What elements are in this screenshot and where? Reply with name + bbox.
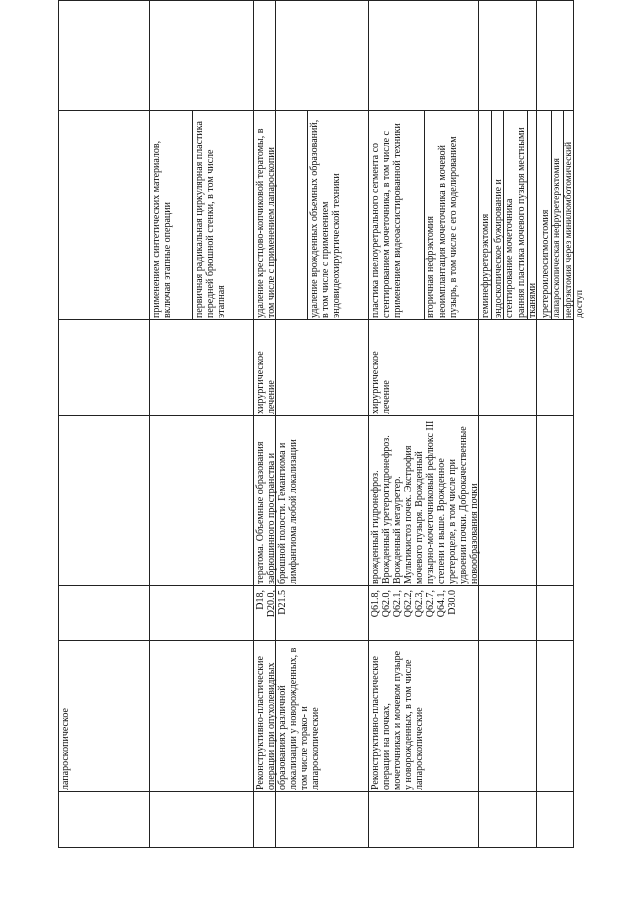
row-urology-method: пластика пиелоуретрального сегмента со стентированием мочеточника, в том числе с применением видеоассистированной техники xyxy=(370,123,403,318)
row-urology-method: неоимплантация мочеточника в мочевой пузырь, в том числе с его моделированием xyxy=(437,136,459,318)
table-border-top xyxy=(58,0,59,848)
row-urology-method: лапароскопическая нефруретерэктомия xyxy=(552,158,562,318)
method-subrow-divider xyxy=(307,111,308,320)
row-teratoma-treatment: хирургическое лечение xyxy=(255,351,277,414)
table-border-right xyxy=(58,0,574,1)
row-teratoma-method: удаление врожденных объемных образований, в том числе с применением эндовидеохирургической техники xyxy=(309,119,342,318)
column-divider xyxy=(58,110,574,111)
row-urology-treatment: хирургическое лечение xyxy=(370,351,392,414)
row-divider xyxy=(253,0,254,848)
row-urology-method: уретероилеосигмостомия xyxy=(540,209,551,318)
row-divider xyxy=(368,0,369,848)
row-prev-method: первичная радикальная циркулярная пластика передней брюшной стенки, в том числе этапная xyxy=(194,121,227,318)
row-teratoma-model: тератома. Объемные образования забрюшинного пространства и брюшной полости. Гемангиома и лимфангиома любой локализации xyxy=(255,439,299,584)
column-divider xyxy=(58,319,574,320)
column-divider xyxy=(58,791,574,792)
row-teratoma-codes: D18, D20.0, D21.5 xyxy=(255,590,288,618)
row-urology-method: нефрэктомия через минилюмботомический доступ xyxy=(564,141,585,318)
row-urology-method: эндоскопическое бужирование и стентирование мочеточника xyxy=(493,179,515,318)
row-teratoma-name: Реконструктивно-пластические операции при опухолевидных образованиях различной локализации у новорожденных, в том числе торако- и лапароскопические xyxy=(255,647,321,790)
table-border-left xyxy=(58,847,574,848)
row-urology-codes: Q61.8, Q62.0, Q62.1, Q62.2, Q62.3, Q62.7, Q64.1, D30.0 xyxy=(370,590,458,618)
row-divider xyxy=(149,0,150,848)
column-divider xyxy=(58,640,574,641)
method-subrow-divider xyxy=(491,111,492,320)
row-prev-name: лапароскопическое xyxy=(60,708,71,790)
rotated-document-page xyxy=(58,0,585,848)
method-subrow-divider xyxy=(192,111,193,320)
row-prev-method: применением синтетических материалов, включая этапные операции xyxy=(151,140,173,318)
row-teratoma-method: удаление крестцово-копчиковой тератомы, в том числе с применением лапароскопии xyxy=(255,128,277,318)
row-urology-method: геминефруретерэктомия xyxy=(480,213,491,318)
row-urology-method: вторичная нефрэктомия xyxy=(425,216,436,318)
column-divider xyxy=(58,415,574,416)
row-urology-model: врожденный гидронефроз. Врожденный уретерогидронефроз. Врожденный мегауретер. Мультикистоз почек. Экстрофия мочевого пузыря. Врожденный пузырно-мочеточниковый рефлюкс III степени и выше. Врожденное уретероцеле, в том числе при удвоении почки. Доброкачественные новообразования почки xyxy=(370,420,480,584)
medical-procedures-table xyxy=(58,0,585,848)
row-urology-method: ранняя пластика мочевого пузыря местными тканями xyxy=(516,127,538,318)
row-urology-name: Реконструктивно-пластические операции на почках, мочеточниках и мочевом пузыре у новорожденных, в том числе лапароскопические xyxy=(370,650,425,790)
column-divider xyxy=(58,585,574,586)
